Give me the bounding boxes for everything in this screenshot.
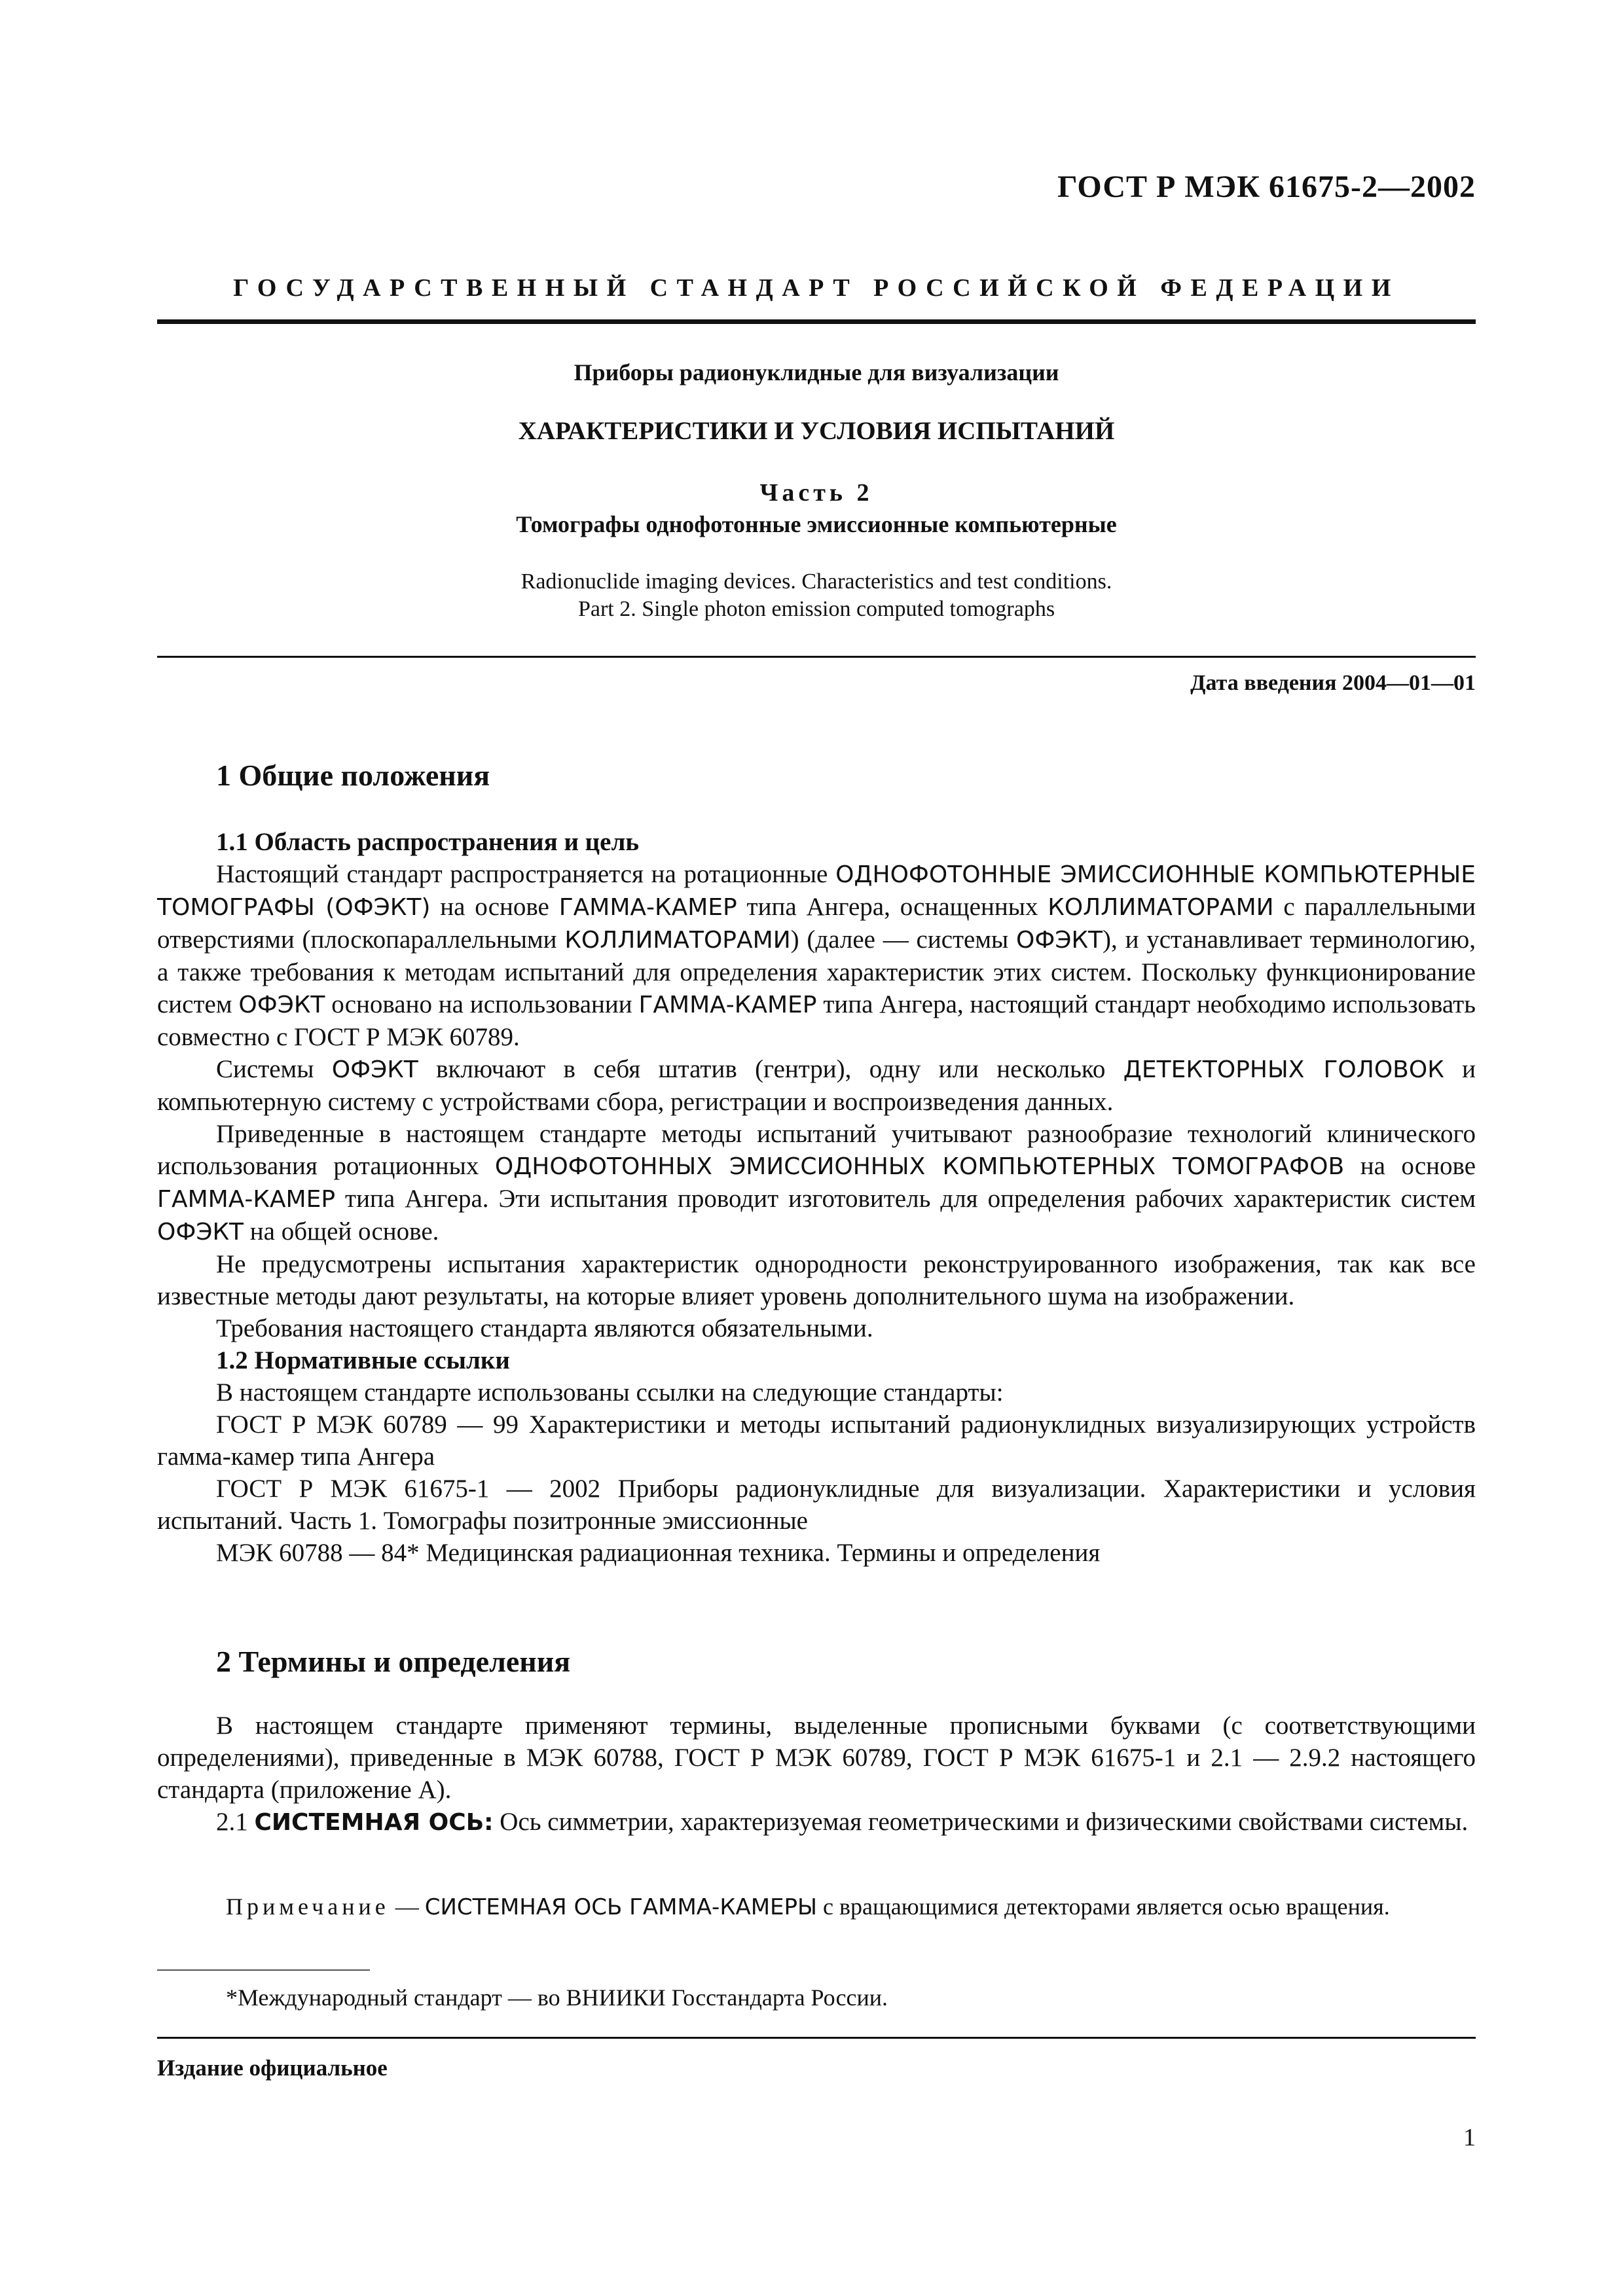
section-1-heading: 1 Общие положения [216,759,490,792]
paragraph-1-1-2: Системы ОФЭКТ включают в себя штатив (гентри), одну или несколько ДЕТЕКТОРНЫХ ГОЛОВОК и компьютерную систему с устройствами сбора, регистрации и воспроизведения данных. [157,1055,1476,1116]
state-standard-banner: ГОСУДАРСТВЕННЫЙ СТАНДАРТ РОССИЙСКОЙ ФЕДЕРАЦИИ [233,274,1400,302]
title-rule [157,656,1476,658]
title-en-line2: Part 2. Single photon emission computed tomographs [577,597,1055,621]
paragraph-1-1-5: Требования настоящего стандарта являются обязательными. [216,1314,873,1342]
section-1-body [157,826,1476,1569]
reference-iec-60788: МЭК 60788 — 84* Медицинская радиационная техника. Термины и определения [216,1539,1101,1567]
section-2-body [157,1710,1476,1839]
definition-2-1: 2.1 СИСТЕМНАЯ ОСЬ: Ось симметрии, характеризуемая геометрическими и физическими свойствами системы. [216,1808,1468,1836]
standard-code: ГОСТ Р МЭК 61675-2—2002 [1057,170,1476,204]
subsection-1-1-heading: 1.1 Область распространения и цель [216,828,639,856]
paragraph-1-1-4: Не предусмотрены испытания характеристик однородности реконструированного изображения, так как все известные методы дают результаты, на которые влияет уровень дополнительного шума на изображении. [157,1250,1476,1310]
edition-label: Издание официальное [157,2055,388,2081]
subsection-1-2-heading: 1.2 Нормативные ссылки [216,1346,510,1374]
page-number: 1 [1463,2124,1476,2151]
note-label: Примечание [226,1893,390,1920]
footnote: *Международный стандарт — во ВНИИКИ Госстандарта России. [226,1984,888,2011]
paragraph-1-1-3: Приведенные в настоящем стандарте методы испытаний учитывают разнообразие технологий клинического использования ротационных ОДНОФОТОННЫХ ЭМИССИОННЫХ КОМПЬЮТЕРНЫХ ТОМОГРАФОВ на основе ГАММА-КАМЕР типа Ангера. Эти испытания проводит изготовитель для определения рабочих характеристик систем ОФЭКТ на общей основе. [157,1120,1476,1246]
paragraph-2-intro: В настоящем стандарте применяют термины, выделенные прописными буквами (с соответствующими определениями), приведенные в МЭК 60788, ГОСТ Р МЭК 60789, ГОСТ Р МЭК 61675-1 и 2.1 — 2.9.2 настоящего стандарта (приложение А). [157,1712,1476,1804]
title-ru-line1: Приборы радионуклидные для визуализации [574,359,1059,386]
introduction-date: Дата введения 2004—01—01 [1190,671,1476,695]
paragraph-1-2-1: В настоящем стандарте использованы ссылки на следующие стандарты: [216,1378,1004,1407]
footer-rule [157,2037,1476,2039]
footnote-rule [157,1969,370,1971]
title-ru-line4: Томографы однофотонные эмиссионные компьютерные [516,511,1117,537]
section-2-heading: 2 Термины и определения [216,1645,571,1678]
note: Примечание — СИСТЕМНАЯ ОСЬ ГАММА-КАМЕРЫ с вращающимися детекторами является осью вращения. [226,1893,1390,1920]
paragraph-1-1-1: Настоящий стандарт распространяется на ротационные ОДНОФОТОННЫЕ ЭМИССИОННЫЕ КОМПЬЮТЕРНЫЕ ТОМОГРАФЫ (ОФЭКТ) на основе ГАММА-КАМЕР типа Ангера, оснащенных КОЛЛИМАТОРАМИ с параллельными отверстиями (плоскопараллельными КОЛЛИМАТОРАМИ) (далее — системы ОФЭКТ), и устанавливает терминологию, а также требования к методам испытаний для определения характеристик этих систем. Поскольку функционирование систем ОФЭКТ основано на использовании ГАММА-КАМЕР типа Ангера, настоящий стандарт необходимо использовать совместно с ГОСТ Р МЭК 60789. [157,860,1476,1051]
title-ru-line2: ХАРАКТЕРИСТИКИ И УСЛОВИЯ ИСПЫТАНИЙ [518,417,1115,445]
reference-gost-61675-1: ГОСТ Р МЭК 61675-1 — 2002 Приборы радионуклидные для визуализации. Характеристики и условия испытаний. Часть 1. Томографы позитронные эмиссионные [157,1475,1476,1535]
title-en-line1: Radionuclide imaging devices. Characteristics and test conditions. [520,569,1112,594]
title-part: Часть 2 [759,479,873,507]
header-rule [157,319,1476,324]
reference-gost-60789: ГОСТ Р МЭК 60789 — 99 Характеристики и методы испытаний радионуклидных визуализирующих устройств гамма-камер типа Ангера [157,1410,1476,1471]
